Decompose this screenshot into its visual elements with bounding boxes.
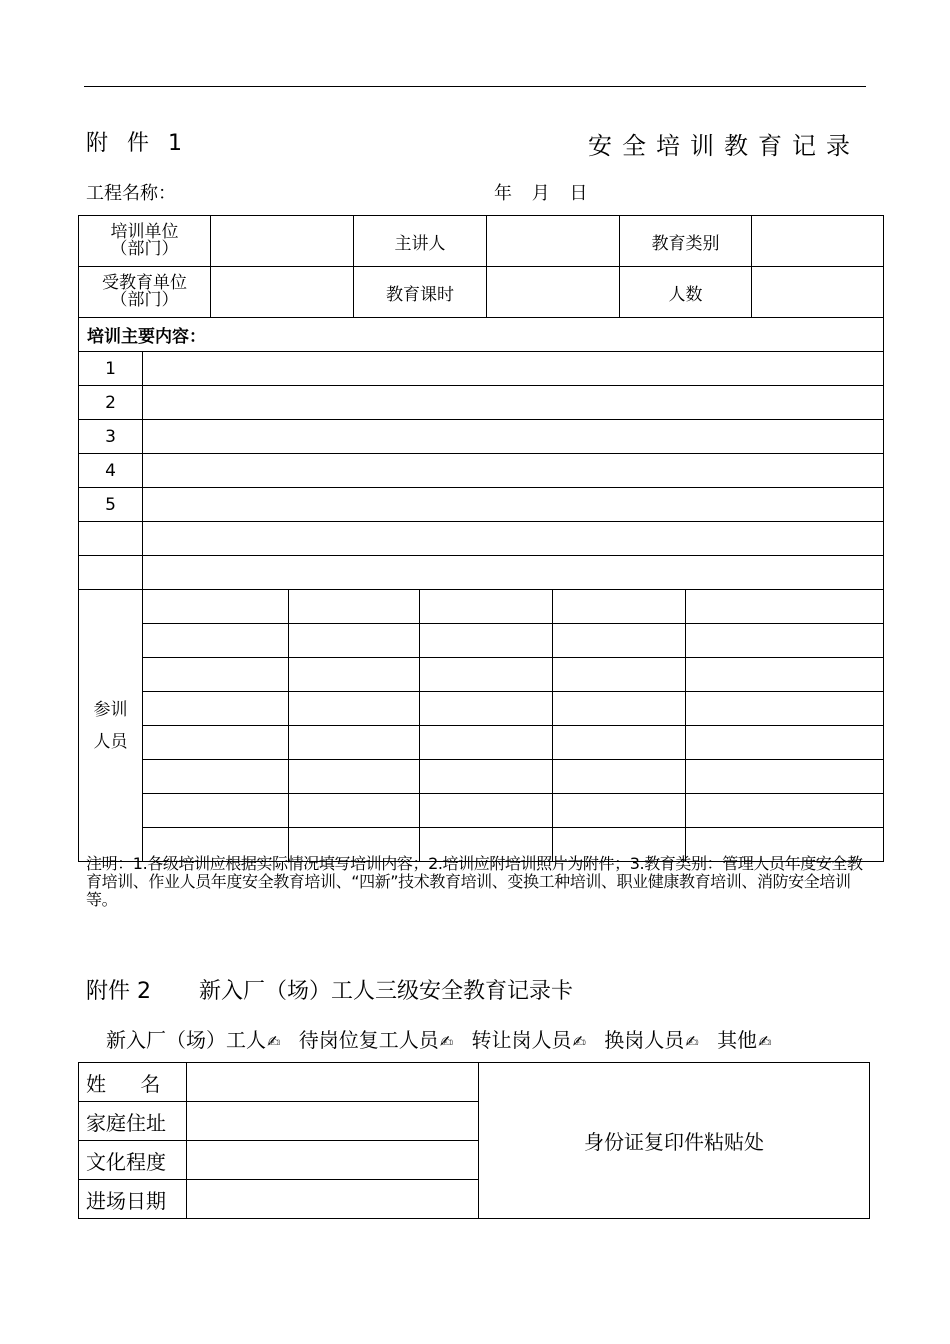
participant-cell[interactable] — [143, 726, 289, 760]
content-row-cell[interactable] — [143, 488, 884, 522]
field-label-entry-date: 进场日期 — [79, 1180, 187, 1219]
trainer-unit-label: 培训单位 （部门） — [79, 216, 211, 267]
participant-cell[interactable] — [686, 692, 884, 726]
trainee-unit-label: 受教育单位 （部门） — [79, 267, 211, 318]
content-row-cell[interactable] — [143, 556, 884, 590]
participant-cell[interactable] — [289, 590, 420, 624]
participant-cell[interactable] — [143, 692, 289, 726]
attachment1-label: 附 件 1 — [86, 131, 188, 156]
headcount-cell[interactable] — [752, 267, 884, 318]
participant-cell[interactable] — [553, 624, 686, 658]
attachment2-title: 新入厂（场）工人三级安全教育记录卡 — [199, 979, 574, 1004]
attachment2-heading — [86, 974, 573, 1005]
participant-cell[interactable] — [553, 726, 686, 760]
participant-cell[interactable] — [143, 624, 289, 658]
pen-checkbox-icon: ✍ — [267, 1032, 281, 1051]
participant-cell[interactable] — [686, 658, 884, 692]
participant-cell[interactable] — [289, 794, 420, 828]
participant-cell[interactable] — [420, 692, 553, 726]
content-row-number: 4 — [79, 454, 143, 488]
pen-checkbox-icon: ✍ — [758, 1032, 772, 1051]
participant-cell[interactable] — [686, 760, 884, 794]
participant-cell[interactable] — [553, 794, 686, 828]
class-hours-label: 教育课时 — [354, 267, 487, 318]
participant-cell[interactable] — [686, 590, 884, 624]
top-rule — [84, 86, 866, 87]
participant-cell[interactable] — [420, 726, 553, 760]
participant-cell[interactable] — [289, 760, 420, 794]
field-value-name[interactable] — [187, 1063, 479, 1102]
participants-label: 参训 人员 — [79, 590, 143, 862]
content-row-number — [79, 556, 143, 590]
attachment2-label: 附件 2 — [86, 979, 151, 1004]
education-type-cell[interactable] — [752, 216, 884, 267]
category-option[interactable]: 换岗人员✍ — [604, 1028, 699, 1052]
field-label-name: 姓 名 — [79, 1063, 187, 1102]
participant-cell[interactable] — [143, 760, 289, 794]
field-label-address: 家庭住址 — [79, 1102, 187, 1141]
pen-checkbox-icon: ✍ — [685, 1032, 699, 1051]
attachment1-title: 安全培训教育记录 — [588, 132, 860, 160]
participant-cell[interactable] — [289, 624, 420, 658]
training-record-table — [78, 215, 884, 862]
id-copy-area: 身份证复印件粘贴处 — [479, 1063, 870, 1219]
field-label-education: 文化程度 — [79, 1141, 187, 1180]
participant-cell[interactable] — [553, 658, 686, 692]
date-label: 年 月 日 — [494, 183, 588, 204]
content-row-cell[interactable] — [143, 386, 884, 420]
project-name-label: 工程名称： — [86, 183, 176, 204]
trainer-unit-cell[interactable] — [211, 216, 354, 267]
participant-cell[interactable] — [289, 692, 420, 726]
content-row-number: 3 — [79, 420, 143, 454]
participant-cell[interactable] — [553, 590, 686, 624]
field-value-education[interactable] — [187, 1141, 479, 1180]
participant-cell[interactable] — [420, 590, 553, 624]
lecturer-cell[interactable] — [487, 216, 620, 267]
content-row-cell[interactable] — [143, 522, 884, 556]
pen-checkbox-icon: ✍ — [439, 1032, 454, 1051]
participant-cell[interactable] — [289, 726, 420, 760]
participant-cell[interactable] — [420, 794, 553, 828]
class-hours-cell[interactable] — [487, 267, 620, 318]
content-row-cell[interactable] — [143, 352, 884, 386]
participant-cell[interactable] — [420, 624, 553, 658]
field-value-address[interactable] — [187, 1102, 479, 1141]
category-option[interactable]: 转让岗人员✍ — [471, 1028, 586, 1052]
content-row-cell[interactable] — [143, 454, 884, 488]
worker-record-card-table — [78, 1062, 870, 1219]
field-value-entry-date[interactable] — [187, 1180, 479, 1219]
content-row-number: 2 — [79, 386, 143, 420]
participant-cell[interactable] — [420, 760, 553, 794]
content-row-number — [79, 522, 143, 556]
participant-cell[interactable] — [289, 658, 420, 692]
content-row-number: 5 — [79, 488, 143, 522]
content-title: 培训主要内容： — [79, 318, 884, 352]
pen-checkbox-icon: ✍ — [572, 1032, 586, 1051]
category-option[interactable]: 其他✍ — [717, 1028, 772, 1052]
content-row-number: 1 — [79, 352, 143, 386]
participant-cell[interactable] — [553, 760, 686, 794]
lecturer-label: 主讲人 — [354, 216, 487, 267]
participant-cell[interactable] — [686, 726, 884, 760]
worker-category-list — [106, 1024, 783, 1053]
education-type-label: 教育类别 — [620, 216, 752, 267]
participant-cell[interactable] — [420, 658, 553, 692]
participant-cell[interactable] — [143, 658, 289, 692]
headcount-label: 人数 — [620, 267, 752, 318]
category-option[interactable]: 待岗位复工人员✍ — [298, 1028, 454, 1052]
trainee-unit-cell[interactable] — [211, 267, 354, 318]
note-text: 注明：1.各级培训应根据实际情况填写培训内容；2.培训应附培训照片为附件；3.教育类别：管理人员年度安全教育培训、作业人员年度安全教育培训、“四新”技术教育培训、变换工种培训、职业健康教育培训、消防安全培训等。 — [86, 854, 863, 909]
participant-cell[interactable] — [143, 590, 289, 624]
participant-cell[interactable] — [686, 794, 884, 828]
participant-cell[interactable] — [553, 692, 686, 726]
participant-cell[interactable] — [686, 624, 884, 658]
category-option[interactable]: 新入厂（场）工人✍ — [106, 1028, 281, 1052]
content-row-cell[interactable] — [143, 420, 884, 454]
participant-cell[interactable] — [143, 794, 289, 828]
